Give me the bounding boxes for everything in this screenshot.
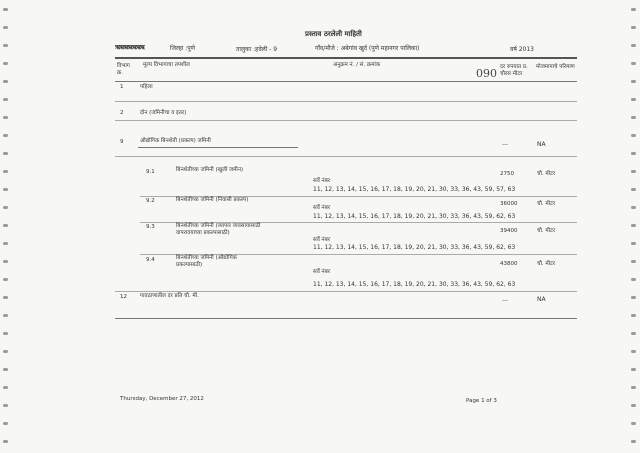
col-unit: मोजमापाचे परिमाण — [536, 64, 575, 70]
row-9-rule — [138, 147, 298, 148]
row-9-rate: --- — [502, 142, 508, 148]
perforation-mark — [3, 278, 8, 281]
perforation-mark — [3, 116, 8, 119]
col-survey: अनुक्रम नं. / सं. क्रमांक — [333, 62, 381, 68]
subrow-9-4-survey-numbers: 11, 12, 13, 14, 15, 16, 17, 18, 19, 20, 21, 30, 33, 36, 43, 59, 62, 63 — [313, 281, 516, 288]
perforation-mark — [3, 368, 8, 371]
perforation-mark — [3, 98, 8, 101]
perforation-mark — [631, 368, 636, 371]
columns-rule — [115, 81, 577, 82]
subrow-9-2-survey-numbers: 11, 12, 13, 14, 15, 16, 17, 18, 19, 20, 21, 30, 33, 36, 43, 59, 62, 63 — [313, 213, 516, 220]
footer-date: Thursday, December 27, 2012 — [120, 396, 204, 402]
perforation-mark — [631, 98, 636, 101]
subrow-9-3-description-cont: वापरावयाच्या प्रकल्पासाठी) — [176, 230, 230, 236]
subrow-9-1-description: बिनशेतीच्या जमिनी (खुली जमीन) — [176, 167, 244, 173]
row-2-number: 2 — [120, 110, 124, 116]
perforation-mark — [3, 62, 8, 65]
row-1-rule — [115, 101, 577, 102]
col-description: मूल्य विभागाचा तपशील — [143, 62, 190, 68]
perforation-mark — [3, 8, 8, 11]
district-label: जिल्हा :पुणे — [170, 45, 196, 52]
perforation-mark — [3, 170, 8, 173]
perforation-mark — [3, 152, 8, 155]
row-9-number: 9 — [120, 139, 124, 145]
subrow-9-1-survey-label: सर्वे नंबर — [313, 178, 330, 184]
subrow-9-3-rate: 39400 — [500, 228, 518, 234]
col-rate: दर रुपयात प्र. चौरस मीटर — [500, 64, 528, 77]
perforation-mark — [3, 440, 8, 443]
perforation-mark — [3, 224, 8, 227]
subrow-9-2-description: बिनशेतीच्या जमिनी (निवासी प्रकल्प) — [176, 197, 249, 203]
perforation-mark — [631, 188, 636, 191]
perforation-mark — [631, 116, 636, 119]
village-label: गाँव/मौजे : अबेगांव खुर्द (पुणे महानगर पालिका) — [315, 45, 420, 52]
row-12-description: गावठाणातील दर प्रति चौ. मी. — [140, 293, 199, 299]
footer-page-number: Page 1 of 3 — [466, 398, 497, 404]
perforation-mark — [631, 260, 636, 263]
document-title: प्रस्ताव ठरलेली माहिती — [305, 30, 362, 38]
row-9-unit: NA — [537, 141, 546, 148]
perforation-mark — [631, 62, 636, 65]
perforation-mark — [631, 224, 636, 227]
perforation-mark — [3, 350, 8, 353]
perforation-mark — [631, 422, 636, 425]
row-9-description: औद्योगिक बिनशेती (प्रकल्प) जमिनी — [140, 138, 211, 144]
subrow-9-3-number: 9.3 — [146, 224, 155, 230]
perforation-mark — [631, 404, 636, 407]
row-12-unit: NA — [537, 296, 546, 303]
taluka-label: तालुका :हवेली - 9 — [236, 46, 278, 53]
right-perforation — [622, 0, 638, 453]
row-2-description: दोन (जमिनीचा व इतर) — [140, 110, 187, 116]
subrow-9-3-unit: चौ. मीटर — [537, 228, 556, 234]
row-1-description: पहिला — [140, 84, 153, 90]
col-serial: विभाग क्र. — [117, 63, 130, 76]
perforation-mark — [631, 332, 636, 335]
perforation-mark — [3, 296, 8, 299]
subrow-9-2-survey-label: सर्वे नंबर — [313, 205, 330, 211]
subrow-9-4-unit: चौ. मीटर — [537, 261, 556, 267]
year-label: वर्ष 2013 — [510, 46, 534, 53]
perforation-mark — [3, 242, 8, 245]
barcode-text: ऋऋऋऋऋऋऋ — [115, 44, 144, 51]
perforation-mark — [3, 404, 8, 407]
subrow-9-1-number: 9.1 — [146, 169, 155, 175]
perforation-mark — [3, 314, 8, 317]
row-2-rule — [115, 120, 577, 121]
perforation-mark — [631, 8, 636, 11]
subrow-9-4-description: बिनशेतीच्या जमिनी (औद्योगिक — [176, 255, 237, 261]
perforation-mark — [3, 134, 8, 137]
perforation-mark — [631, 242, 636, 245]
perforation-mark — [631, 134, 636, 137]
perforation-mark — [3, 26, 8, 29]
perforation-mark — [3, 80, 8, 83]
perforation-mark — [631, 152, 636, 155]
subrow-9-1-unit: चौ. मीटर — [537, 171, 556, 177]
perforation-mark — [3, 260, 8, 263]
subrow-9-4-rate: 43800 — [500, 261, 518, 267]
perforation-mark — [631, 278, 636, 281]
subrow-9-2-unit: चौ. मीटर — [537, 201, 556, 207]
perforation-mark — [631, 206, 636, 209]
subrow-9-2-number: 9.2 — [146, 198, 155, 204]
subrow-9-4-number: 9.4 — [146, 257, 155, 263]
stamp-number: 090 — [476, 67, 497, 80]
subrow-9-3-survey-numbers: 11, 12, 13, 14, 15, 16, 17, 18, 19, 20, 21, 30, 33, 36, 43, 59, 62, 63 — [313, 244, 516, 251]
row-12-number: 12 — [120, 294, 127, 300]
perforation-mark — [3, 206, 8, 209]
row-9-section-rule — [115, 156, 577, 157]
subrow-9-1-survey-numbers: 11, 12, 13, 14, 15, 16, 17, 18, 19, 20, 21, 30, 33, 36, 43, 59, 57, 63 — [313, 186, 516, 193]
perforation-mark — [631, 170, 636, 173]
header-rule — [115, 57, 577, 59]
subrow-9-4-rule — [115, 291, 577, 292]
perforation-mark — [631, 386, 636, 389]
table-bottom-rule — [115, 318, 577, 319]
perforation-mark — [631, 296, 636, 299]
subrow-9-3-description: बिनशेतीच्या जमिनी (व्यापार व्यवसायासाठी — [176, 223, 261, 229]
perforation-mark — [631, 26, 636, 29]
perforation-mark — [3, 332, 8, 335]
perforation-mark — [631, 314, 636, 317]
perforation-mark — [3, 44, 8, 47]
perforation-mark — [3, 422, 8, 425]
subrow-9-1-rate: 2750 — [500, 171, 514, 177]
row-12-rate: --- — [502, 298, 508, 304]
subrow-9-4-description-cont: प्रकल्पासाठी) — [176, 262, 203, 268]
perforation-mark — [631, 80, 636, 83]
perforation-mark — [631, 350, 636, 353]
perforation-mark — [631, 44, 636, 47]
subrow-9-3-survey-label: सर्वे नंबर — [313, 237, 330, 243]
left-perforation — [0, 0, 16, 453]
subrow-9-4-survey-label: सर्वे नंबर — [313, 269, 330, 275]
perforation-mark — [3, 188, 8, 191]
perforation-mark — [3, 386, 8, 389]
perforation-mark — [631, 440, 636, 443]
row-1-number: 1 — [120, 84, 124, 90]
subrow-9-2-rate: 36000 — [500, 201, 518, 207]
